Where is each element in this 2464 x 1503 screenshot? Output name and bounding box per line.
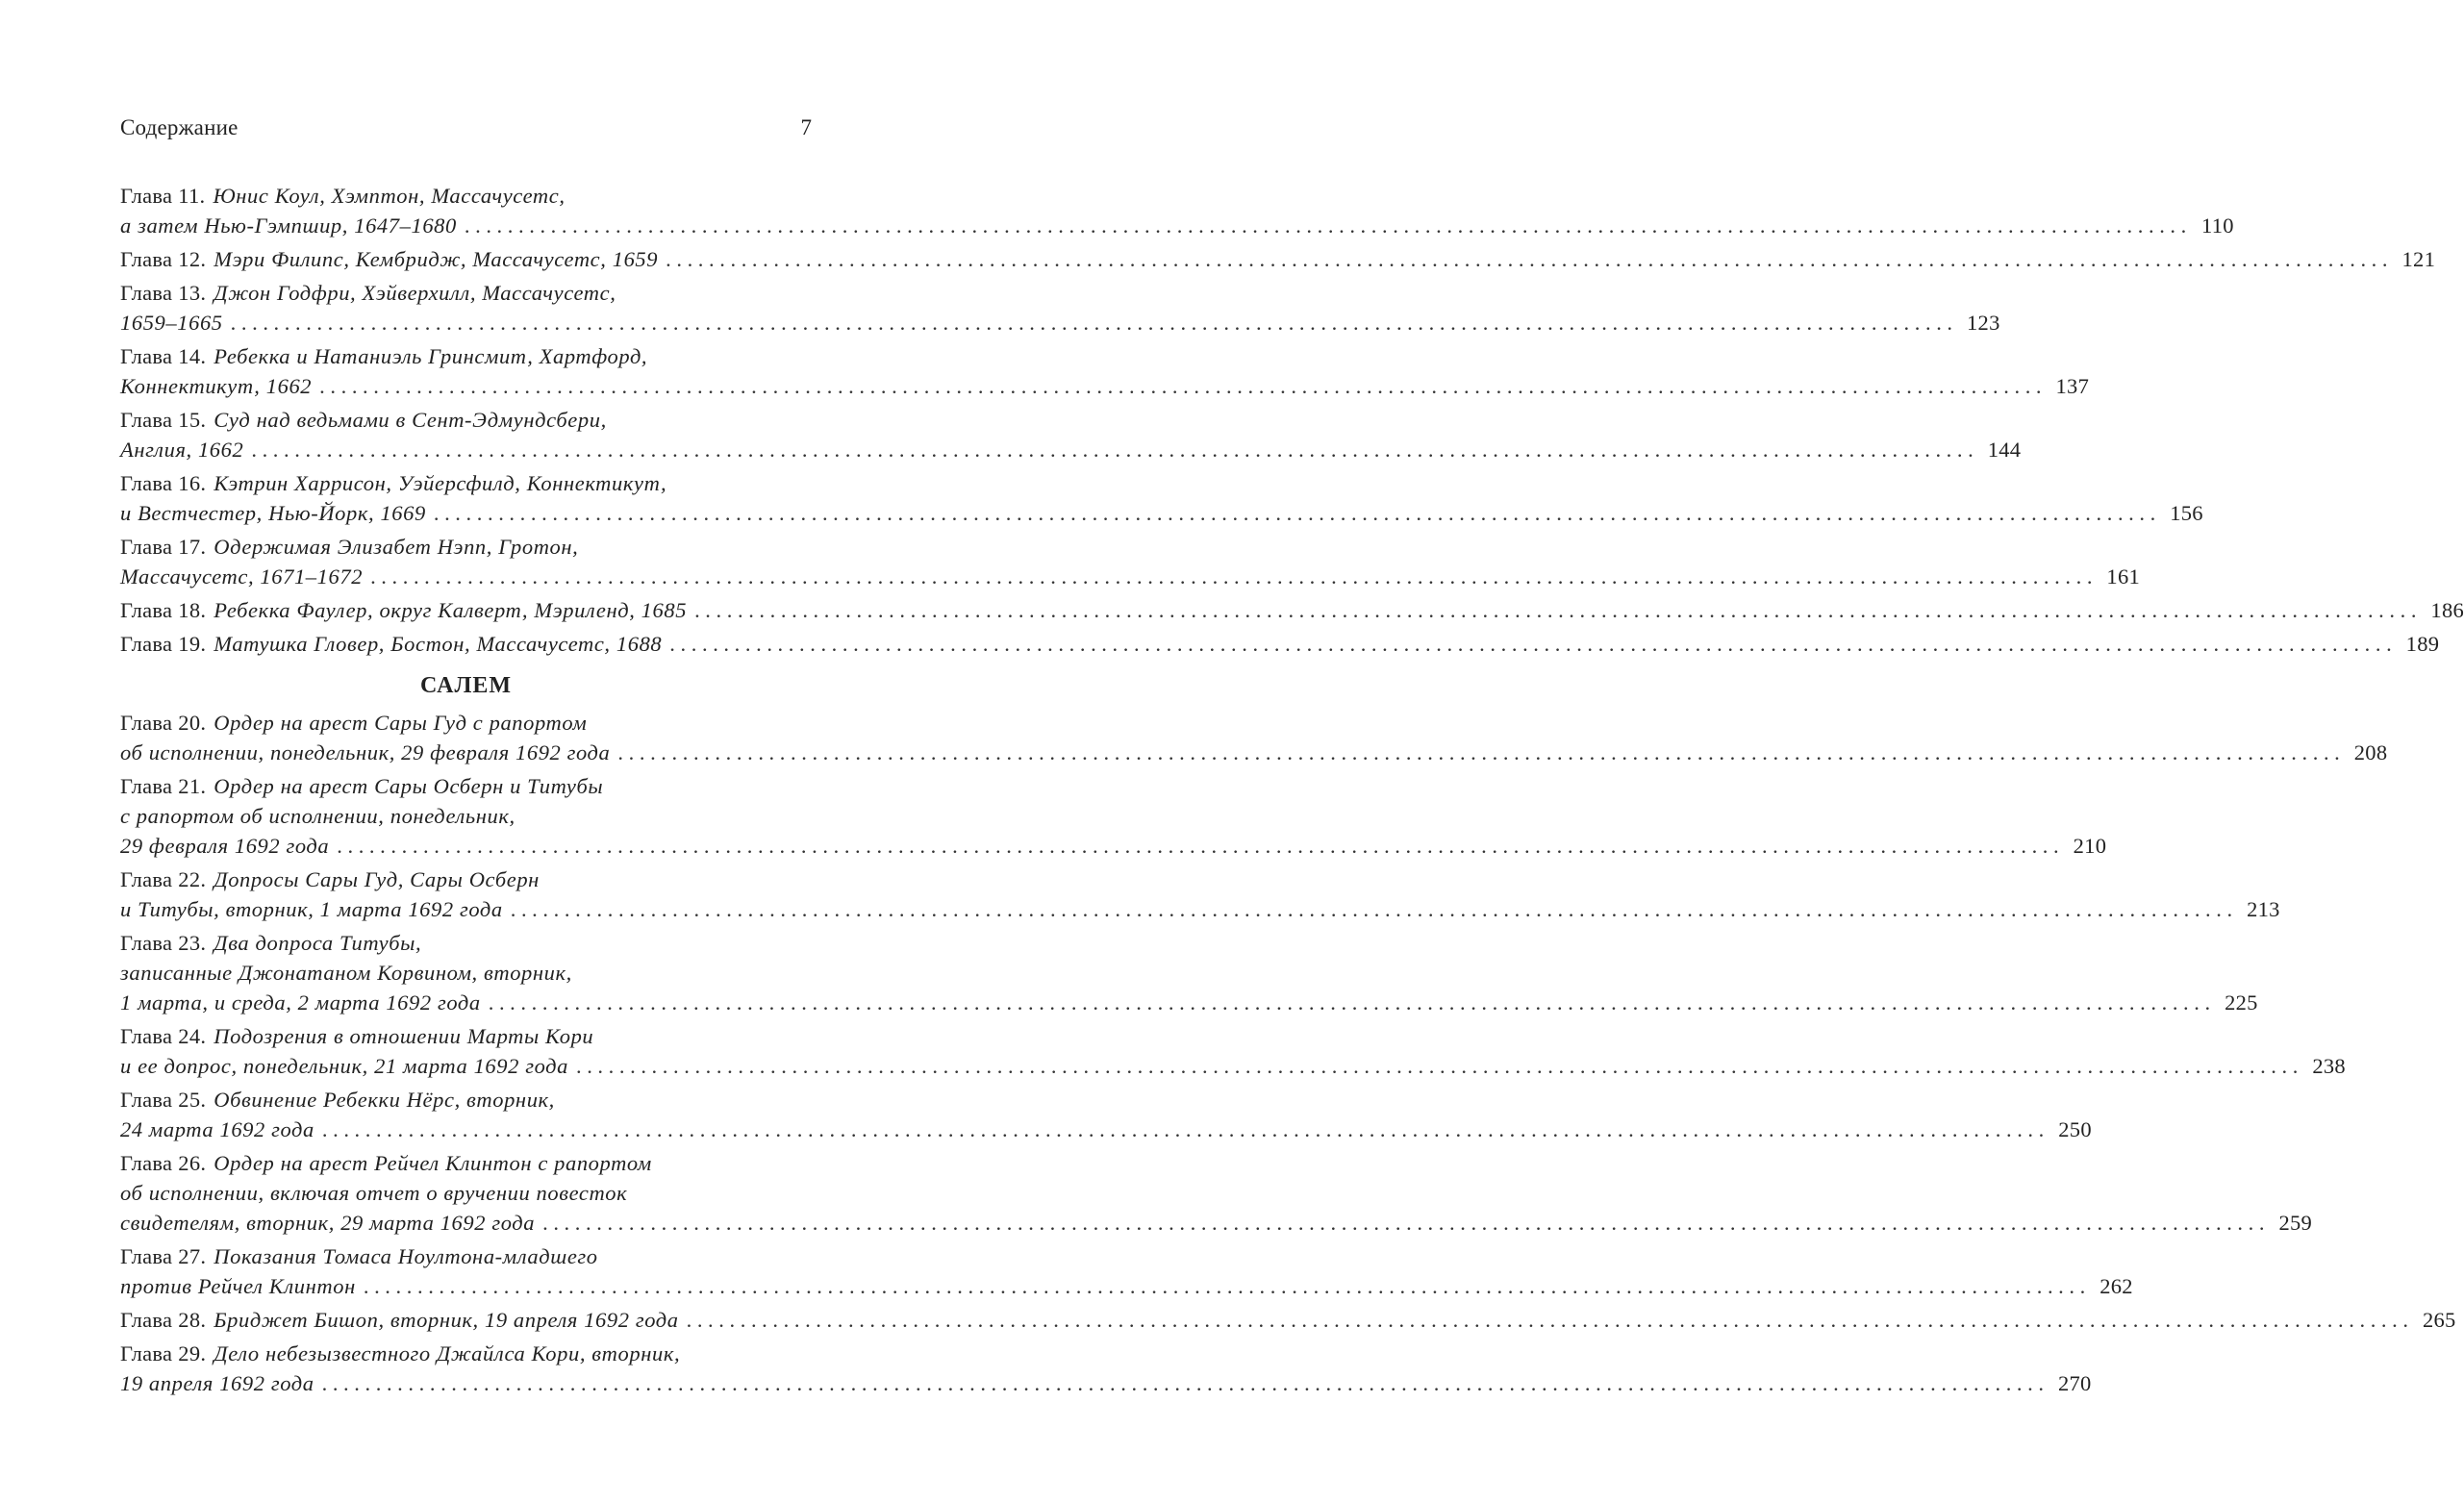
dot-leader: ................................................................................................................................................................ (510, 897, 2238, 921)
chapter-title: Ребекка и Натаниэль Гринсмит, Хартфорд, (214, 344, 648, 368)
dot-leader: ................................................................................................................................................................ (575, 1054, 2303, 1078)
toc-entry[interactable] (120, 708, 2388, 767)
chapter-title: Обвинение Ребекки Нёрс, вторник, (214, 1088, 555, 1112)
toc-entry[interactable] (120, 405, 2022, 464)
chapter-title: Допросы Сары Гуд, Сары Осберн (214, 867, 540, 891)
toc-entry-line (120, 244, 2436, 274)
chapter-title: Ордер на арест Рейчел Клинтон с рапортом (214, 1151, 652, 1175)
chapter-title: записанные Джонатаном Корвином, вторник, (120, 961, 572, 985)
dot-leader: ................................................................................................................................................................ (694, 598, 2423, 622)
chapter-title: 1 марта, и среда, 2 марта 1692 года (120, 990, 481, 1015)
toc-entry-line (120, 894, 2280, 924)
dot-leader: ................................................................................................................................................................ (319, 374, 2048, 398)
toc-entry-line (120, 435, 2022, 464)
chapter-title: а затем Нью-Гэмпшир, 1647–1680 (120, 213, 457, 238)
chapter-page-number: 123 (1967, 311, 2000, 335)
toc-entry[interactable] (120, 341, 2090, 401)
toc-entry[interactable] (120, 1241, 2133, 1301)
dot-leader: ................................................................................................................................................................ (363, 1274, 2091, 1298)
chapter-title: 24 марта 1692 года (120, 1117, 314, 1141)
chapter-page-number: 259 (2278, 1211, 2313, 1235)
dot-leader: ................................................................................................................................................................ (617, 740, 2346, 764)
running-head-title: Содержание (120, 115, 239, 139)
toc-entry[interactable] (120, 629, 2440, 659)
toc-entry-line (120, 1305, 2456, 1335)
chapter-label: Глава 25. (120, 1088, 207, 1112)
toc-entry[interactable] (120, 928, 2258, 1017)
chapter-title: Бриджет Бишоп, вторник, 19 апреля 1692 года (214, 1308, 679, 1332)
dot-leader: ................................................................................................................................................................ (251, 438, 1979, 462)
dot-leader: ................................................................................................................................................................ (370, 564, 2099, 589)
toc-entry-line (120, 468, 812, 498)
dot-leader: ................................................................................................................................................................ (433, 501, 2161, 525)
chapter-title: и Вестчестер, Нью-Йорк, 1669 (120, 501, 426, 525)
chapter-title: Суд над ведьмами в Сент-Эдмундсбери, (214, 408, 607, 432)
toc-entry[interactable] (120, 1148, 2313, 1238)
chapter-title: Массачусетс, 1671–1672 (120, 564, 364, 589)
chapter-title: и Титубы, вторник, 1 марта 1692 года (120, 897, 503, 921)
toc-entry-line (120, 1241, 812, 1271)
chapter-label: Глава 12. (120, 247, 207, 271)
toc-entry-line (120, 1178, 812, 1208)
dot-leader: ................................................................................................................................................................ (321, 1371, 2049, 1395)
dot-leader: ................................................................................................................................................................ (321, 1117, 2049, 1141)
chapter-label: Глава 13. (120, 281, 207, 305)
dot-leader: ................................................................................................................................................................ (686, 1308, 2414, 1332)
dot-leader: ................................................................................................................................................................ (666, 247, 2394, 271)
chapter-page-number: 161 (2106, 564, 2141, 589)
chapter-label: Глава 16. (120, 471, 207, 495)
chapter-label: Глава 11. (120, 184, 206, 208)
chapter-page-number: 110 (2201, 213, 2234, 238)
chapter-page-number: 186 (2430, 598, 2464, 622)
toc-entry-line (120, 629, 2440, 659)
toc-entry-line (120, 1208, 2313, 1238)
toc-entry-line (120, 1085, 812, 1115)
toc-entry-line (120, 211, 2234, 240)
chapter-label: Глава 23. (120, 931, 207, 955)
chapter-title: Матушка Гловер, Бостон, Массачусетс, 1688 (214, 632, 663, 656)
chapter-page-number: 144 (1987, 438, 2022, 462)
toc-entry[interactable] (120, 468, 2203, 528)
toc-entry-line (120, 1051, 2346, 1081)
chapter-title: Англия, 1662 (120, 438, 244, 462)
dot-leader: ................................................................................................................................................................ (230, 311, 1958, 335)
section-heading-salem: САЛЕМ (419, 673, 512, 698)
chapter-label: Глава 19. (120, 632, 207, 656)
chapter-title: против Рейчел Клинтон (120, 1274, 356, 1298)
chapter-title: Дело небезызвестного Джайлса Кори, вторник, (214, 1341, 681, 1365)
toc-entry-line (120, 532, 812, 562)
toc-entry-line (120, 181, 812, 211)
chapter-title: Ордер на арест Сары Гуд с рапортом (214, 711, 588, 735)
chapter-title: Джон Годфри, Хэйверхилл, Массачусетс, (214, 281, 616, 305)
chapter-label: Глава 26. (120, 1151, 207, 1175)
toc-entry-line (120, 771, 812, 801)
chapter-page-number: 189 (2405, 632, 2440, 656)
chapter-page-number: 137 (2055, 374, 2090, 398)
chapter-label: Глава 14. (120, 344, 207, 368)
chapter-page-number: 262 (2099, 1274, 2133, 1298)
page-number: 7 (800, 115, 812, 139)
chapter-title: Ребекка Фаулер, округ Калверт, Мэриленд, 1685 (214, 598, 688, 622)
chapter-title: Показания Томаса Ноултона-младшего (214, 1244, 598, 1268)
toc-entry-line (120, 831, 2107, 861)
toc-entry-line (120, 738, 2388, 767)
chapter-page-number: 213 (2247, 897, 2280, 921)
chapter-label: Глава 15. (120, 408, 207, 432)
chapter-title: Два допроса Титубы, (214, 931, 422, 955)
chapter-page-number: 121 (2401, 247, 2436, 271)
toc-entry-line (120, 988, 2258, 1017)
toc-entry[interactable] (120, 532, 2141, 591)
chapter-title: 1659–1665 (120, 311, 223, 335)
chapter-title: Кэтрин Харрисон, Уэйерсфилд, Коннектикут, (214, 471, 667, 495)
chapter-title: 29 февраля 1692 года (120, 834, 330, 858)
toc-entry-line (120, 498, 2203, 528)
toc-entry-line (120, 864, 812, 894)
chapter-label: Глава 20. (120, 711, 207, 735)
toc-entry[interactable] (120, 181, 2234, 240)
toc-entry-line (120, 928, 812, 958)
chapter-title: об исполнении, включая отчет о вручении повесток (120, 1181, 628, 1205)
toc-entry-line (120, 405, 812, 435)
chapter-page-number: 250 (2058, 1117, 2092, 1141)
toc-entry[interactable] (120, 1305, 2456, 1335)
toc-entry-line (120, 1339, 812, 1368)
chapter-page-number: 208 (2353, 740, 2388, 764)
chapter-title: об исполнении, понедельник, 29 февраля 1692 года (120, 740, 611, 764)
chapter-page-number: 210 (2073, 834, 2107, 858)
chapter-label: Глава 18. (120, 598, 207, 622)
toc-entry-line (120, 1148, 812, 1178)
chapter-page-number: 156 (2170, 501, 2203, 525)
chapter-title: Одержимая Элизабет Нэпп, Гротон, (214, 535, 579, 559)
toc-entry-line (120, 595, 2464, 625)
chapter-title: Ордер на арест Сары Осберн и Титубы (214, 774, 604, 798)
toc-entry-line (120, 1115, 2092, 1144)
dot-leader: ................................................................................................................................................................ (542, 1211, 2271, 1235)
chapter-label: Глава 29. (120, 1341, 207, 1365)
toc-entry[interactable] (120, 771, 2107, 861)
chapter-title: Юнис Коул, Хэмптон, Массачусетс, (213, 184, 566, 208)
dot-leader: ................................................................................................................................................................ (669, 632, 2398, 656)
chapter-title: Мэри Филипс, Кембридж, Массачусетс, 1659 (214, 247, 659, 271)
chapter-label: Глава 21. (120, 774, 207, 798)
toc-entry-line (120, 958, 812, 988)
toc-entry[interactable] (120, 278, 2000, 338)
toc-entry[interactable] (120, 1085, 2092, 1144)
chapter-title: свидетелям, вторник, 29 марта 1692 года (120, 1211, 536, 1235)
toc-entry-line (120, 308, 2000, 338)
chapter-title: Подозрения в отношении Марты Кори (214, 1024, 594, 1048)
toc-entry[interactable] (120, 1339, 2092, 1398)
chapter-page-number: 238 (2312, 1054, 2346, 1078)
chapter-page-number: 265 (2422, 1308, 2456, 1332)
chapter-label: Глава 17. (120, 535, 207, 559)
dot-leader: ................................................................................................................................................................ (337, 834, 2065, 858)
toc-entry[interactable] (120, 1021, 2346, 1081)
toc-entry-line (120, 341, 812, 371)
chapter-page-number: 225 (2225, 990, 2258, 1015)
chapter-label: Глава 24. (120, 1024, 207, 1048)
chapter-title: и ее допрос, понедельник, 21 марта 1692 года (120, 1054, 568, 1078)
toc-entry[interactable] (120, 244, 2436, 274)
toc-entry[interactable] (120, 864, 2280, 924)
chapter-title: с рапортом об исполнении, понедельник, (120, 804, 515, 828)
toc-entry-line (120, 371, 2090, 401)
chapter-page-number: 270 (2057, 1371, 2092, 1395)
running-head (120, 112, 812, 144)
chapter-label: Глава 27. (120, 1244, 207, 1268)
toc-entry-line (120, 562, 2141, 591)
toc-section-2 (120, 708, 2456, 1402)
dot-leader: ................................................................................................................................................................ (488, 990, 2216, 1015)
chapter-title: Коннектикут, 1662 (120, 374, 313, 398)
toc-entry-line (120, 1368, 2092, 1398)
toc-entry-line (120, 1271, 2133, 1301)
toc-entry[interactable] (120, 595, 2464, 625)
toc-entry-line (120, 278, 812, 308)
chapter-label: Глава 28. (120, 1308, 207, 1332)
toc-entry-line (120, 801, 812, 831)
toc-section-1 (120, 181, 2464, 663)
toc-entry-line (120, 708, 812, 738)
chapter-title: 19 апреля 1692 года (120, 1371, 314, 1395)
dot-leader: ................................................................................................................................................................ (464, 213, 2192, 238)
chapter-label: Глава 22. (120, 867, 207, 891)
toc-entry-line (120, 1021, 812, 1051)
